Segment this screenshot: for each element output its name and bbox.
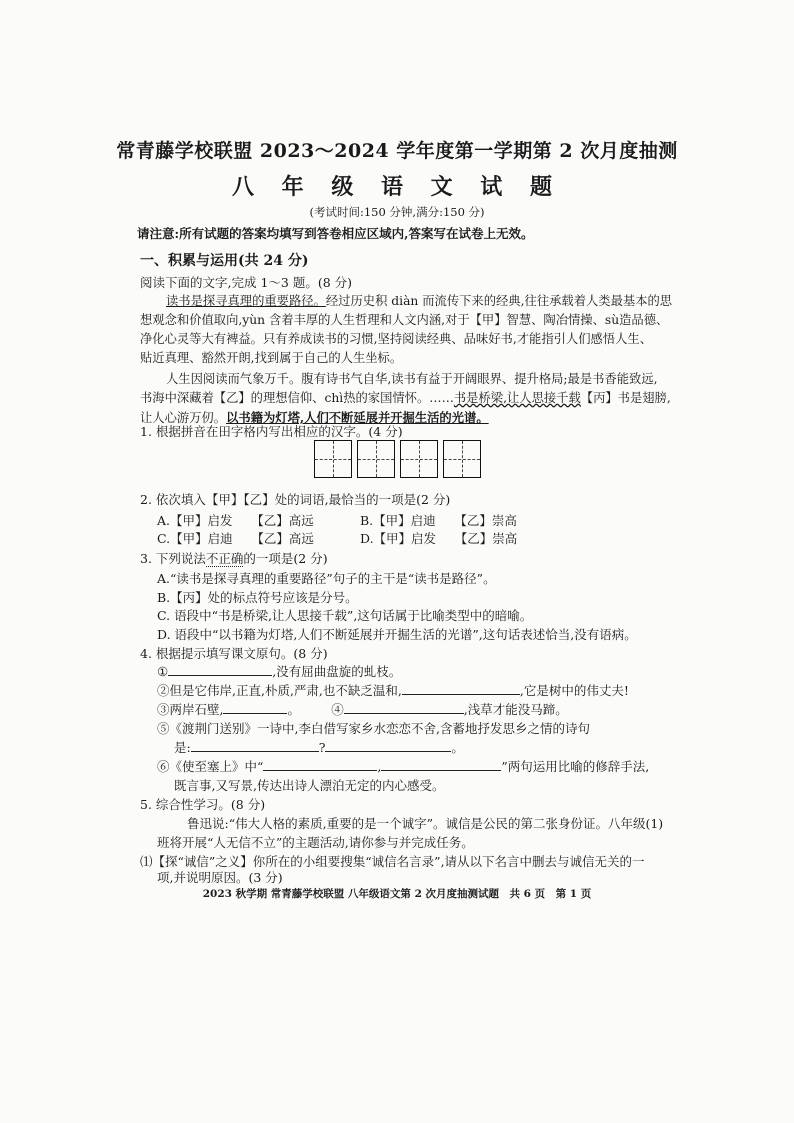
item-text: 。	[451, 740, 464, 755]
fill-item-6-line2: 既言事,又写景,传达出诗人漂泊无定的内心感受。	[174, 778, 445, 793]
answer-blank[interactable]	[325, 739, 451, 752]
question-2: 2. 依次填入【甲】【乙】处的词语,最恰当的一项是(2 分)	[140, 492, 451, 507]
fill-item-3-4	[157, 700, 568, 718]
exam-subtitle: 八 年 级 语 文 试 题	[232, 174, 562, 200]
answer-blank[interactable]	[263, 758, 377, 771]
question-text: 3. 下列说法	[140, 551, 206, 566]
fill-item-1	[157, 662, 401, 680]
q5-intro: 班将开展“人无信不立”的主题活动,请你参与并完成任务。	[157, 835, 474, 850]
q5-subquestion-1: 项,并说明原因。(3 分)	[157, 870, 283, 885]
option-c[interactable]: C.【甲】启迪 【乙】高远	[157, 531, 314, 546]
answer-blank[interactable]	[223, 701, 287, 714]
passage-text: 【丙】书是翅膀,	[580, 391, 671, 405]
item-text: ②但是它伟岸,正直,朴质,严肃,也不缺乏温和,	[157, 683, 402, 698]
answer-blank[interactable]	[402, 682, 520, 695]
passage-text: 经过历史积 diàn 而流传下来的经典,往往承载着人类最基本的思	[325, 294, 673, 308]
wavy-underlined-sentence: 书是桥梁,让人思接千载	[453, 391, 581, 405]
tianzige-cell[interactable]	[314, 440, 352, 478]
page-title: 常青藤学校联盟 2023～2024 学年度第一学期第 2 次月度抽测	[116, 140, 678, 162]
option-b[interactable]: B.【丙】处的标点符号应该是分号。	[157, 590, 358, 605]
answer-blank[interactable]	[168, 663, 272, 676]
option-d[interactable]: D. 语段中“以书籍为灯塔,人们不断延展并开掘生活的光谱”,这句话表述恰当,没有语病。	[157, 627, 637, 642]
tianzige-cell[interactable]	[443, 440, 481, 478]
item-number: ①	[157, 664, 169, 679]
reading-intro: 阅读下面的文字,完成 1～3 题。(8 分)	[140, 275, 353, 290]
option-b[interactable]: B.【甲】启迪 【乙】崇高	[360, 513, 517, 528]
passage-line: 人生因阅读而气象万千。腹有诗书气自华,读书有益于开阔眼界、提升格局;最是书香能致远,	[166, 372, 658, 386]
notice: 请注意:所有试题的答案均填写到答卷相应区域内,答案写在试卷上无效。	[137, 226, 534, 241]
underlined-sentence: 以书籍为灯塔,人们不断延展并开掘生活的光谱。	[226, 410, 489, 425]
item-text: ③两岸石壁,	[157, 702, 224, 717]
question-5: 5. 综合性学习。(8 分)	[140, 797, 266, 812]
q5-intro: 鲁迅说:“伟大人格的素质,重要的是一个诚字”。诚信是公民的第二张身份证。八年级(1)	[187, 816, 664, 831]
option-d[interactable]: D.【甲】启发 【乙】崇高	[360, 531, 518, 546]
tianzige-cell[interactable]	[400, 440, 438, 478]
passage-text: 书海中深藏着【乙】的理想信仰、chì热的家国情怀。……	[140, 391, 454, 405]
item-text: ,它是树中的伟丈夫!	[519, 683, 629, 698]
item-text: 是:	[174, 740, 191, 755]
answer-blank[interactable]	[381, 758, 501, 771]
item-text: ,	[377, 759, 382, 774]
answer-blank[interactable]	[344, 701, 464, 714]
option-a[interactable]: A.【甲】启发 【乙】高远	[157, 513, 314, 528]
item-text: ,浅草才能没马蹄。	[463, 702, 568, 717]
passage-line: 想观念和价值取向,yùn 含着丰厚的人生哲理和人文内涵,对于【甲】智慧、陶冶情操、sù造品德、	[140, 313, 669, 327]
fill-item-5: ⑤《渡荆门送别》一诗中,李白借写家乡水恋恋不舍,含蓄地抒发思乡之情的诗句	[157, 721, 590, 736]
fill-item-5-answer	[174, 738, 464, 756]
question-4: 4. 根据提示填写课文原句。(8 分)	[140, 646, 328, 661]
question-1: 1. 根据拼音在田字格内写出相应的汉字。(4 分)	[140, 424, 403, 439]
passage-line: 净化心灵等大有裨益。只有养成读书的习惯,坚持阅读经典、品味好书,才能指引人们感悟人生、	[140, 332, 652, 346]
underlined-sentence: 读书是探寻真理的重要路径。	[166, 294, 326, 308]
passage-line	[166, 292, 682, 311]
emphasis-text: 不正确	[205, 551, 244, 566]
item-text: ⑥《使至塞上》中“	[157, 759, 264, 774]
exam-info: (考试时间:150 分钟,满分:150 分)	[309, 205, 485, 219]
tianzige-grid	[314, 440, 481, 478]
item-text: 。 ④	[287, 702, 344, 717]
item-text: ?	[318, 740, 326, 755]
page-footer: 2023 秋学期 常青藤学校联盟 八年级语文第 2 次月度抽测试题 共 6 页 第 1 页	[202, 888, 592, 900]
fill-item-6	[157, 757, 649, 775]
answer-blank[interactable]	[191, 739, 319, 752]
section-heading: 一、积累与运用(共 24 分)	[140, 253, 309, 269]
option-a[interactable]: A.“读书是探寻真理的重要路径”句子的主干是“读书是路径”。	[157, 571, 496, 586]
item-text: ,没有屈曲盘旋的虬枝。	[272, 664, 402, 679]
question-text: 的一项是(2 分)	[243, 551, 328, 566]
q5-subquestion-1: ⑴【探“诚信”之义】你所在的小组要搜集“诚信名言录”,请从以下名言中删去与诚信无关的一	[140, 854, 645, 869]
question-3	[140, 549, 660, 567]
tianzige-cell[interactable]	[357, 440, 395, 478]
item-text: ”两句运用比喻的修辞手法,	[501, 759, 650, 774]
passage-text: 让人心游万仞。	[140, 411, 227, 425]
fill-item-2	[157, 681, 629, 699]
passage-line: 贴近真理、豁然开朗,找到属于自己的人生坐标。	[140, 351, 403, 365]
passage-line	[140, 389, 671, 408]
option-c[interactable]: C. 语段中“书是桥梁,让人思接千载”,这句话属于比喻类型中的暗喻。	[157, 608, 533, 623]
